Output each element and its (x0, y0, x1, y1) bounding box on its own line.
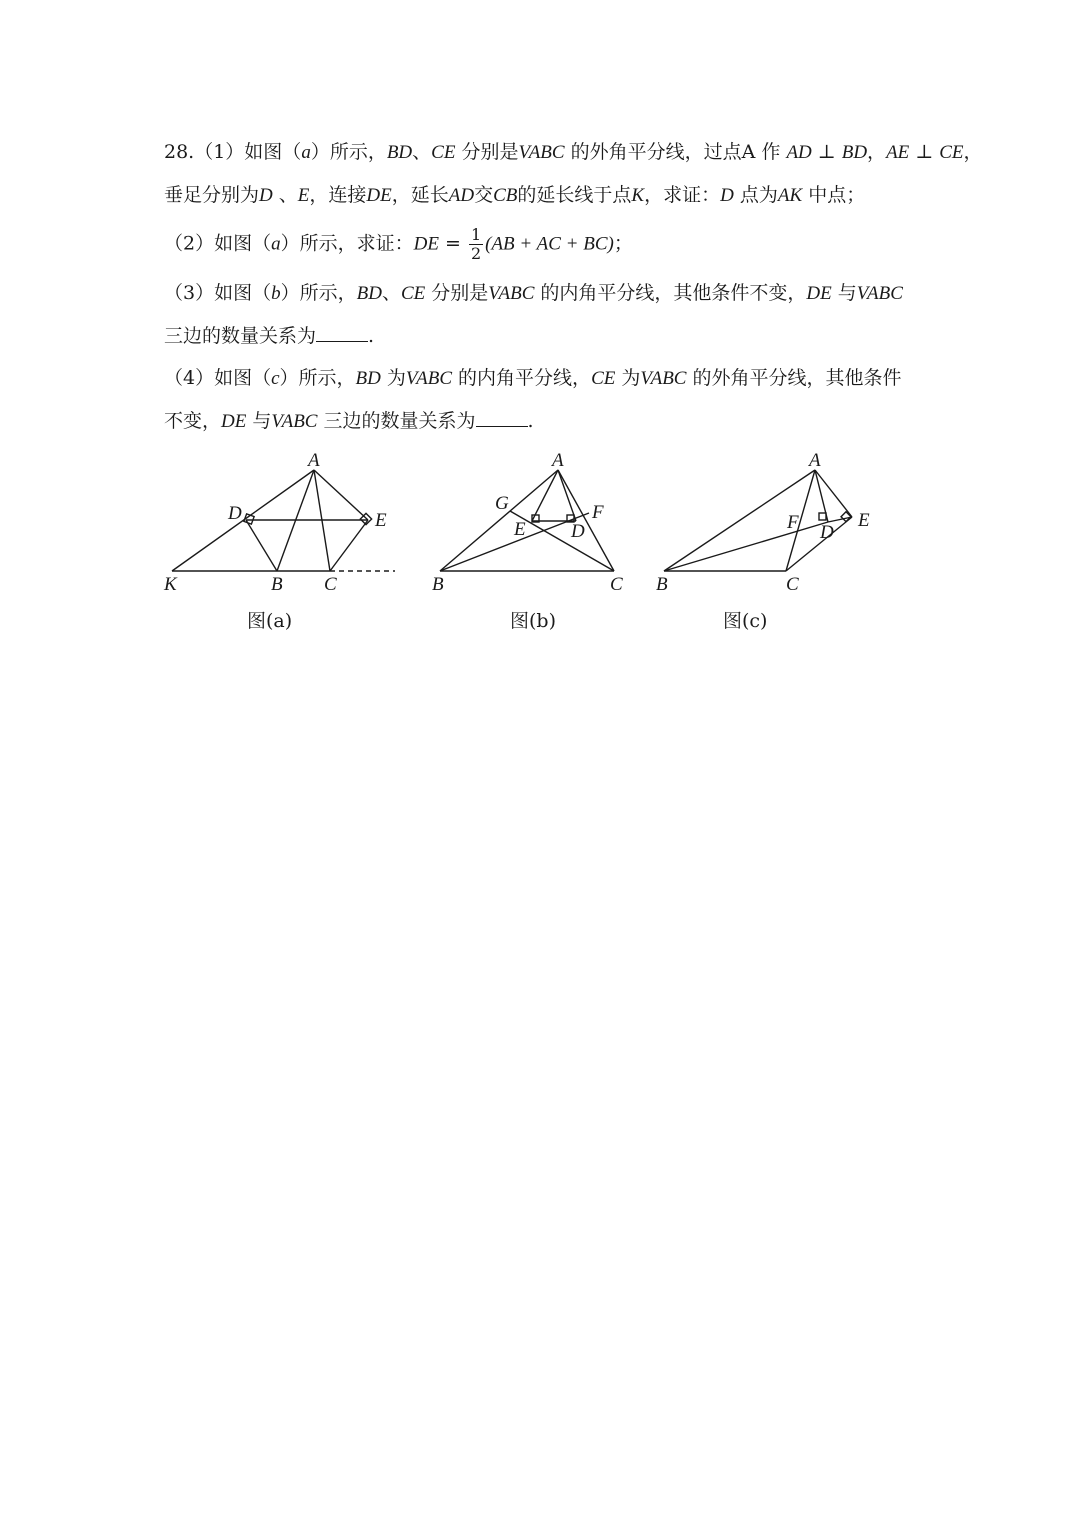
text: ）所示，求证： (280, 232, 414, 255)
label-A: A (552, 450, 564, 471)
figure-b-labels (432, 450, 623, 595)
label-E: E (375, 510, 387, 531)
math: VABC (518, 142, 565, 163)
right-angle-mark-D (244, 514, 254, 524)
math: c (271, 368, 280, 389)
math: DE (366, 185, 392, 206)
math: VABC (405, 368, 453, 389)
text: ，连接 (309, 184, 367, 206)
math: D (259, 185, 273, 206)
text: ， (963, 141, 983, 163)
text: 三边的数量关系为 (164, 325, 317, 347)
text: ，求证： (644, 184, 721, 206)
text: 三边的数量关系为 (317, 410, 476, 432)
math: DE (806, 283, 832, 304)
text: 为 (380, 367, 406, 389)
text: 与 (831, 282, 857, 304)
math: BD (356, 283, 382, 304)
figure-b-caption: 图(b) (510, 610, 556, 632)
segment-AE (314, 470, 368, 520)
math: VABC (640, 368, 687, 389)
label-B: B (656, 574, 668, 595)
math: K (631, 185, 645, 206)
math: VABC (488, 283, 535, 304)
text: 的外角平分线，其他条件 (686, 367, 902, 389)
math: (AB + AC + BC) (485, 233, 614, 255)
label-B: B (271, 574, 283, 595)
fraction-numerator: 1 (470, 225, 482, 244)
text: 中点； (802, 184, 866, 206)
math: CE (591, 368, 616, 389)
figure-c-labels (656, 450, 870, 595)
math: DE (221, 411, 247, 432)
geometry-figures (0, 0, 1080, 700)
label-C: C (324, 574, 337, 595)
text: . (527, 410, 534, 432)
math: AK (777, 185, 803, 206)
text: ，延长 (391, 184, 449, 206)
text: 为 (615, 367, 641, 389)
text: ⊥ (909, 141, 940, 163)
figure-a (172, 470, 395, 571)
text: 、 (381, 282, 401, 304)
figure-a-caption: 图(a) (247, 610, 293, 632)
text: ）所示， (279, 367, 356, 389)
text: 垂足分别为 (164, 184, 260, 206)
text: 的外角平分线，过点A 作 (564, 141, 787, 163)
math: CE (431, 142, 456, 163)
math: BD (841, 142, 868, 163)
label-A: A (308, 450, 320, 471)
label-F: F (787, 512, 799, 533)
figure-b (440, 470, 614, 571)
text: ； (613, 232, 633, 255)
label-E: E (858, 510, 870, 531)
text: 与 (246, 410, 272, 432)
label-K: K (164, 574, 177, 595)
text: ⊥ (811, 141, 842, 163)
text: 分别是 (425, 282, 489, 304)
label-C: C (786, 574, 799, 595)
figure-a-labels (163, 450, 387, 595)
segment-DB (246, 520, 277, 571)
text: = (438, 232, 467, 255)
text: 、 (272, 184, 298, 206)
text: （3）如图（ (164, 282, 272, 304)
math: E (297, 185, 310, 206)
segment-BD (664, 522, 828, 571)
text: 、 (412, 141, 432, 163)
segment-AE (532, 470, 558, 521)
fraction-denominator: 2 (470, 244, 482, 263)
label-F: F (592, 502, 604, 523)
math: CE (400, 283, 426, 304)
math: BD (355, 368, 381, 389)
segment-EC (330, 520, 368, 571)
math: BD (386, 142, 413, 163)
text: . (368, 325, 375, 347)
text: ， (867, 141, 887, 163)
math: VABC (856, 283, 903, 304)
label-G: G (495, 493, 509, 514)
figure-c (664, 470, 852, 571)
math: a (301, 142, 311, 163)
math: AD (448, 185, 475, 206)
label-B: B (432, 574, 444, 595)
text: 点为 (733, 184, 778, 206)
label-E: E (514, 519, 526, 540)
label-D: D (820, 522, 834, 543)
text: 交 (474, 184, 494, 206)
math: CE (939, 142, 964, 163)
label-C: C (610, 574, 623, 595)
math: DE (413, 233, 439, 255)
text: ）所示， (280, 282, 357, 304)
math: AD (786, 142, 812, 163)
math: VABC (271, 411, 318, 432)
math: a (271, 233, 281, 255)
label-A: A (809, 450, 821, 471)
text: （4）如图（ (164, 367, 272, 389)
figure-c-caption: 图(c) (723, 610, 768, 632)
math: b (271, 283, 281, 304)
text: （2）如图（ (164, 232, 272, 255)
text: 28.（1）如图（ (164, 141, 302, 163)
text: 的内角平分线， (452, 367, 592, 389)
math: D (720, 185, 734, 206)
text: 不变， (164, 410, 222, 432)
math: CB (493, 185, 518, 206)
label-D: D (228, 503, 242, 524)
label-D: D (571, 521, 585, 542)
text: 的内角平分线，其他条件不变， (534, 282, 807, 304)
text: 的延长线于点 (517, 184, 632, 206)
right-angle-mark-D (819, 513, 826, 520)
segment-AD (558, 470, 576, 521)
text: 分别是 (455, 141, 519, 163)
text: ）所示， (310, 141, 387, 163)
math: AE (886, 142, 910, 163)
